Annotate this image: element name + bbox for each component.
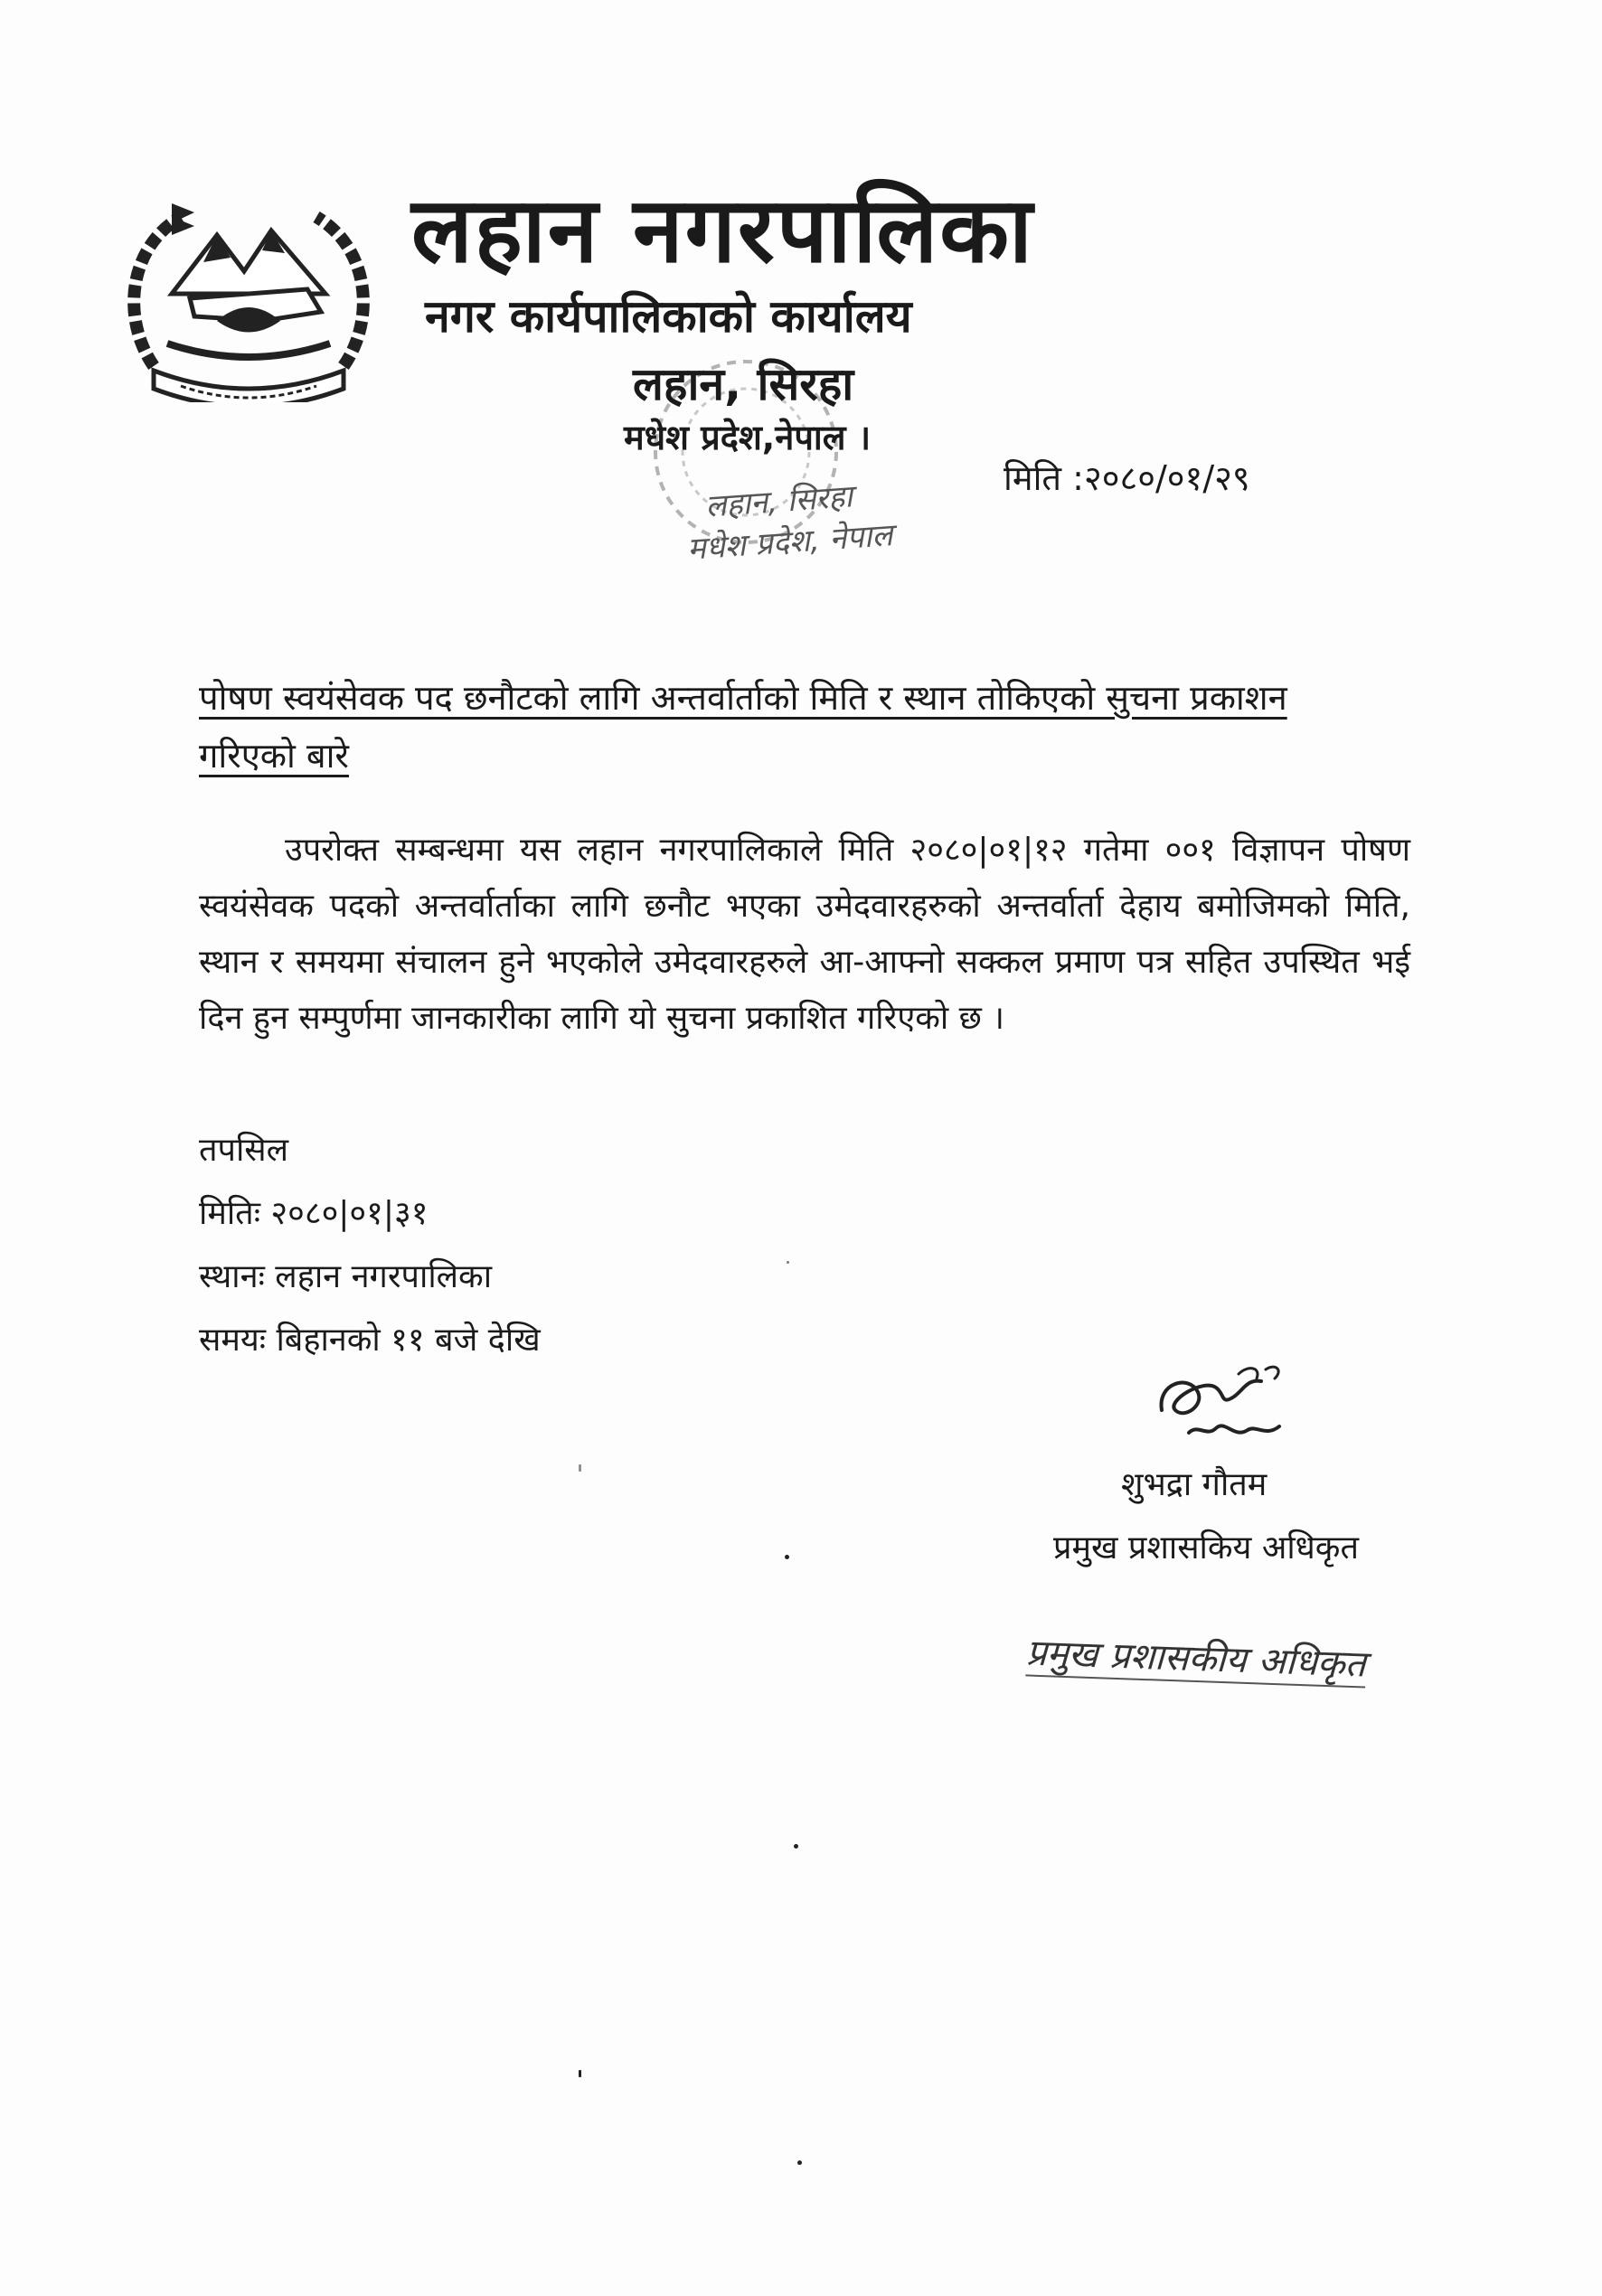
scan-speck <box>787 1261 789 1264</box>
handwritten-signature <box>1148 1356 1302 1455</box>
interview-date: मितिः २०८०|०१|३१ <box>199 1195 429 1232</box>
office-address: लहान, सिरहा <box>633 358 854 410</box>
scan-speck <box>579 2070 581 2077</box>
designation-stamp: प्रमुख प्रशासकीय अधिकृत <box>1025 1634 1366 1688</box>
signatory-name: शुभद्रा गौतम <box>1121 1466 1267 1503</box>
stamp-text-line: लहान, सिरहा <box>703 478 854 525</box>
municipality-name: लहान नगरपालिका <box>411 177 1034 283</box>
letter-subject: पोषण स्वयंसेवक पद छनौटको लागि अन्तर्वार्ताको मिति र स्थान तोकिएको सुचना प्रकाशन गरिएको बारे <box>199 678 1287 776</box>
office-name: नगर कार्यपालिकाको कार्यालय <box>425 290 912 343</box>
scan-speck <box>785 1555 789 1559</box>
nepal-emblem-icon <box>118 185 380 402</box>
interview-place: स्थानः लहान नगरपालिका <box>199 1258 493 1295</box>
scan-speck <box>797 2160 802 2165</box>
letter-date: मिति :२०८०/०१/२९ <box>1004 458 1250 498</box>
details-heading: तपसिल <box>199 1132 289 1169</box>
interview-time: समयः बिहानको ११ बजे देखि <box>199 1322 541 1359</box>
stamp-text-line: मधेश प्रदेश, नेपाल <box>686 517 894 568</box>
signatory-title: प्रमुख प्रशासकिय अधिकृत <box>1053 1529 1359 1567</box>
scan-speck <box>579 1464 581 1472</box>
letter-body: उपरोक्त सम्बन्धमा यस लहान नगरपालिकाले मिति २०८०|०१|१२ गतेमा ००१ विज्ञापन पोषण स्वयंसेवक पदको अन्तर्वार्ताका लागि छनौट भएका उमेदवारहरुको अन्तर्वार्ता देहाय बमोजिमको मिति, स्थान र समयमा संचालन हुने भएकोले उमेदवारहरुले आ-आफ्नो सक्कल प्रमाण पत्र सहित उपस्थित भई दिन हुन सम्पुर्णमा जानकारीका लागि यो सुचना प्रकाशित गरिएको छ । <box>199 832 1410 1037</box>
province-line: मधेश प्रदेश,नेपाल । <box>624 418 872 457</box>
scan-speck <box>794 1844 798 1849</box>
